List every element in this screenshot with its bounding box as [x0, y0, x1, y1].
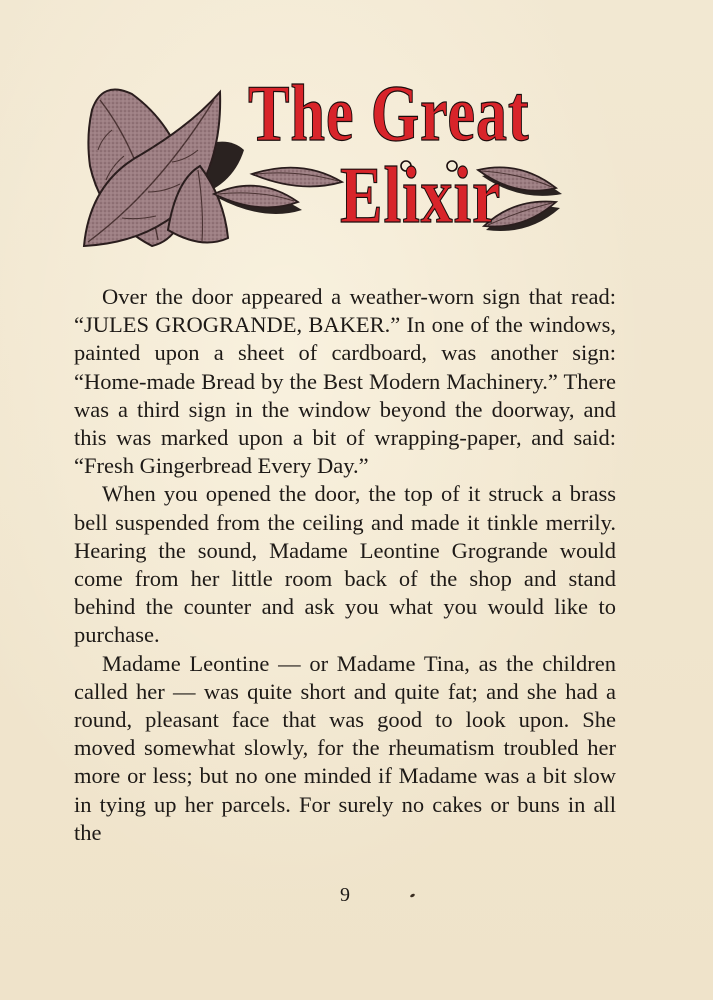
paragraph: Madame Leontine — or Madame Tina, as the children called her — was quite short and quite fat; and she had a round, pleasant face that was good to look upon. She moved somewhat slowly, for the rheumatism troubled her more or less; but no one minded if Madame was a bit slow in tying up her parcels. For surely no cakes or buns in all the — [74, 650, 616, 845]
chapter-body — [74, 283, 616, 847]
page-number: 9 — [340, 884, 350, 906]
paragraph: Over the door appeared a weather-worn sign that read: “JULES GROGRANDE, BAKER.” In one of the windows, painted upon a sheet of cardboard, was another sign: “Home-made Bread by the Best Modern Machinery.” There was a third sign in the window beyond the doorway, and this was marked upon a bit of wrapping-paper, and said: “Fresh Gingerbread Every Day.” — [74, 284, 616, 479]
chapter-heading — [72, 70, 572, 260]
chapter-title-line-1: The Great — [248, 70, 530, 158]
chapter-title-line-2: Elixir — [340, 152, 502, 240]
paragraph: When you opened the door, the top of it struck a brass bell suspended from the ceiling and made it tinkle merrily. Hearing the sound, Madame Leontine Grogrande would come from her little room back of the shop and stand behind the counter and ask you what you would like to purchase. — [74, 481, 616, 648]
